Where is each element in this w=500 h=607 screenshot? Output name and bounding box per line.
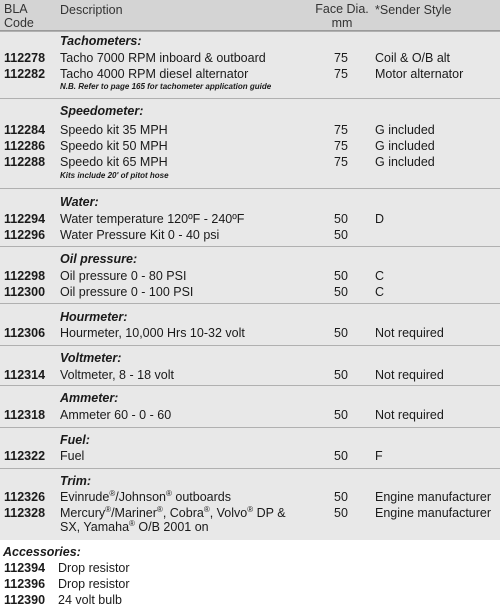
row-description: Fuel: [60, 449, 85, 463]
section-divider: [0, 303, 500, 304]
section-title-voltmeter: Voltmeter:: [60, 351, 122, 365]
row-sender: D: [375, 212, 385, 226]
header-description: Description: [60, 3, 123, 17]
section-title-oil-pressure: Oil pressure:: [60, 252, 138, 266]
row-face: 50: [334, 228, 348, 242]
row-sender: G included: [375, 123, 435, 137]
header-sender-style: *Sender Style: [375, 3, 452, 17]
row-code: 112306: [4, 326, 46, 340]
row-face: 75: [334, 155, 348, 169]
row-face: 50: [334, 490, 348, 504]
row-sender: Motor alternator: [375, 67, 464, 81]
row-code: 112322: [4, 449, 46, 463]
section-title-water: Water:: [60, 195, 99, 209]
section-divider: [0, 246, 500, 247]
section-divider: [0, 98, 500, 99]
row-code: 112286: [4, 139, 46, 153]
row-face: 50: [334, 449, 348, 463]
section-divider: [0, 188, 500, 189]
accessory-code: 112390: [4, 593, 46, 607]
row-sender: Engine manufacturer: [375, 490, 492, 504]
row-face: 75: [334, 67, 348, 81]
row-sender: Engine manufacturer: [375, 506, 492, 520]
row-code: 112278: [4, 51, 46, 65]
row-code: 112282: [4, 67, 46, 81]
row-sender: C: [375, 285, 385, 299]
row-face: 50: [334, 269, 348, 283]
row-description: Hourmeter, 10,000 Hrs 10-32 volt: [60, 326, 245, 340]
row-sender: Not required: [375, 368, 444, 382]
row-code: 112284: [4, 123, 46, 137]
row-face: 75: [334, 123, 348, 137]
row-description: Oil pressure 0 - 100 PSI: [60, 285, 194, 299]
row-description: Speedo kit 35 MPH: [60, 123, 168, 137]
row-description: Voltmeter, 8 - 18 volt: [60, 368, 174, 382]
row-sender: Not required: [375, 326, 444, 340]
row-code: 112318: [4, 408, 46, 422]
accessories-title: Accessories:: [3, 545, 81, 559]
row-sender: F: [375, 449, 383, 463]
row-sender: Not required: [375, 408, 444, 422]
row-description: Water Pressure Kit 0 - 40 psi: [60, 228, 220, 242]
row-face: 75: [334, 139, 348, 153]
section-title-ammeter: Ammeter:: [60, 391, 119, 405]
row-description: Ammeter 60 - 0 - 60: [60, 408, 172, 422]
row-sender: G included: [375, 139, 435, 153]
accessory-description: 24 volt bulb: [58, 593, 122, 607]
accessory-description: Drop resistor: [58, 561, 130, 575]
row-code: 112300: [4, 285, 46, 299]
row-description: Speedo kit 65 MPH: [60, 155, 168, 169]
section-title-speedometer: Speedometer:: [60, 104, 144, 118]
row-code: 112298: [4, 269, 46, 283]
row-description: Tacho 4000 RPM diesel alternator: [60, 67, 249, 81]
row-face: 50: [334, 368, 348, 382]
row-face: 50: [334, 212, 348, 226]
section-divider: [0, 345, 500, 346]
row-description: Evinrude®/Johnson® outboards: [60, 488, 231, 504]
section-divider: [0, 31, 500, 32]
header-face-diameter: Face Dia. mm: [315, 2, 369, 30]
section-title-fuel: Fuel:: [60, 433, 90, 447]
row-description: Speedo kit 50 MPH: [60, 139, 168, 153]
row-code: 112288: [4, 155, 46, 169]
row-face: 50: [334, 506, 348, 520]
row-face: 50: [334, 285, 348, 299]
row-description: Water temperature 120ºF - 240ºF: [60, 212, 245, 226]
row-code: 112326: [4, 490, 46, 504]
accessory-code: 112396: [4, 577, 46, 591]
accessory-description: Drop resistor: [58, 577, 130, 591]
row-description: Tacho 7000 RPM inboard & outboard: [60, 51, 266, 65]
row-face: 50: [334, 408, 348, 422]
row-sender: G included: [375, 155, 435, 169]
section-divider: [0, 385, 500, 386]
section-title-tachometers: Tachometers:: [60, 34, 142, 48]
section-note: Kits include 20' of pitot hose: [60, 171, 169, 180]
row-description: Oil pressure 0 - 80 PSI: [60, 269, 187, 283]
row-description: Mercury®/Mariner®, Cobra®, Volvo® DP & SX, Yamaha® O/B 2001 on: [60, 504, 286, 534]
accessory-code: 112394: [4, 561, 46, 575]
section-title-hourmeter: Hourmeter:: [60, 310, 128, 324]
row-code: 112328: [4, 506, 46, 520]
row-sender: Coil & O/B alt: [375, 51, 451, 65]
row-sender: C: [375, 269, 385, 283]
section-divider: [0, 427, 500, 428]
row-code: 112314: [4, 368, 46, 382]
row-code: 112296: [4, 228, 46, 242]
section-note: N.B. Refer to page 165 for tachometer application guide: [60, 82, 272, 91]
section-divider: [0, 468, 500, 469]
header-code: BLA Code: [4, 2, 34, 30]
row-face: 50: [334, 326, 348, 340]
section-title-trim: Trim:: [60, 474, 92, 488]
row-face: 75: [334, 51, 348, 65]
row-code: 112294: [4, 212, 46, 226]
